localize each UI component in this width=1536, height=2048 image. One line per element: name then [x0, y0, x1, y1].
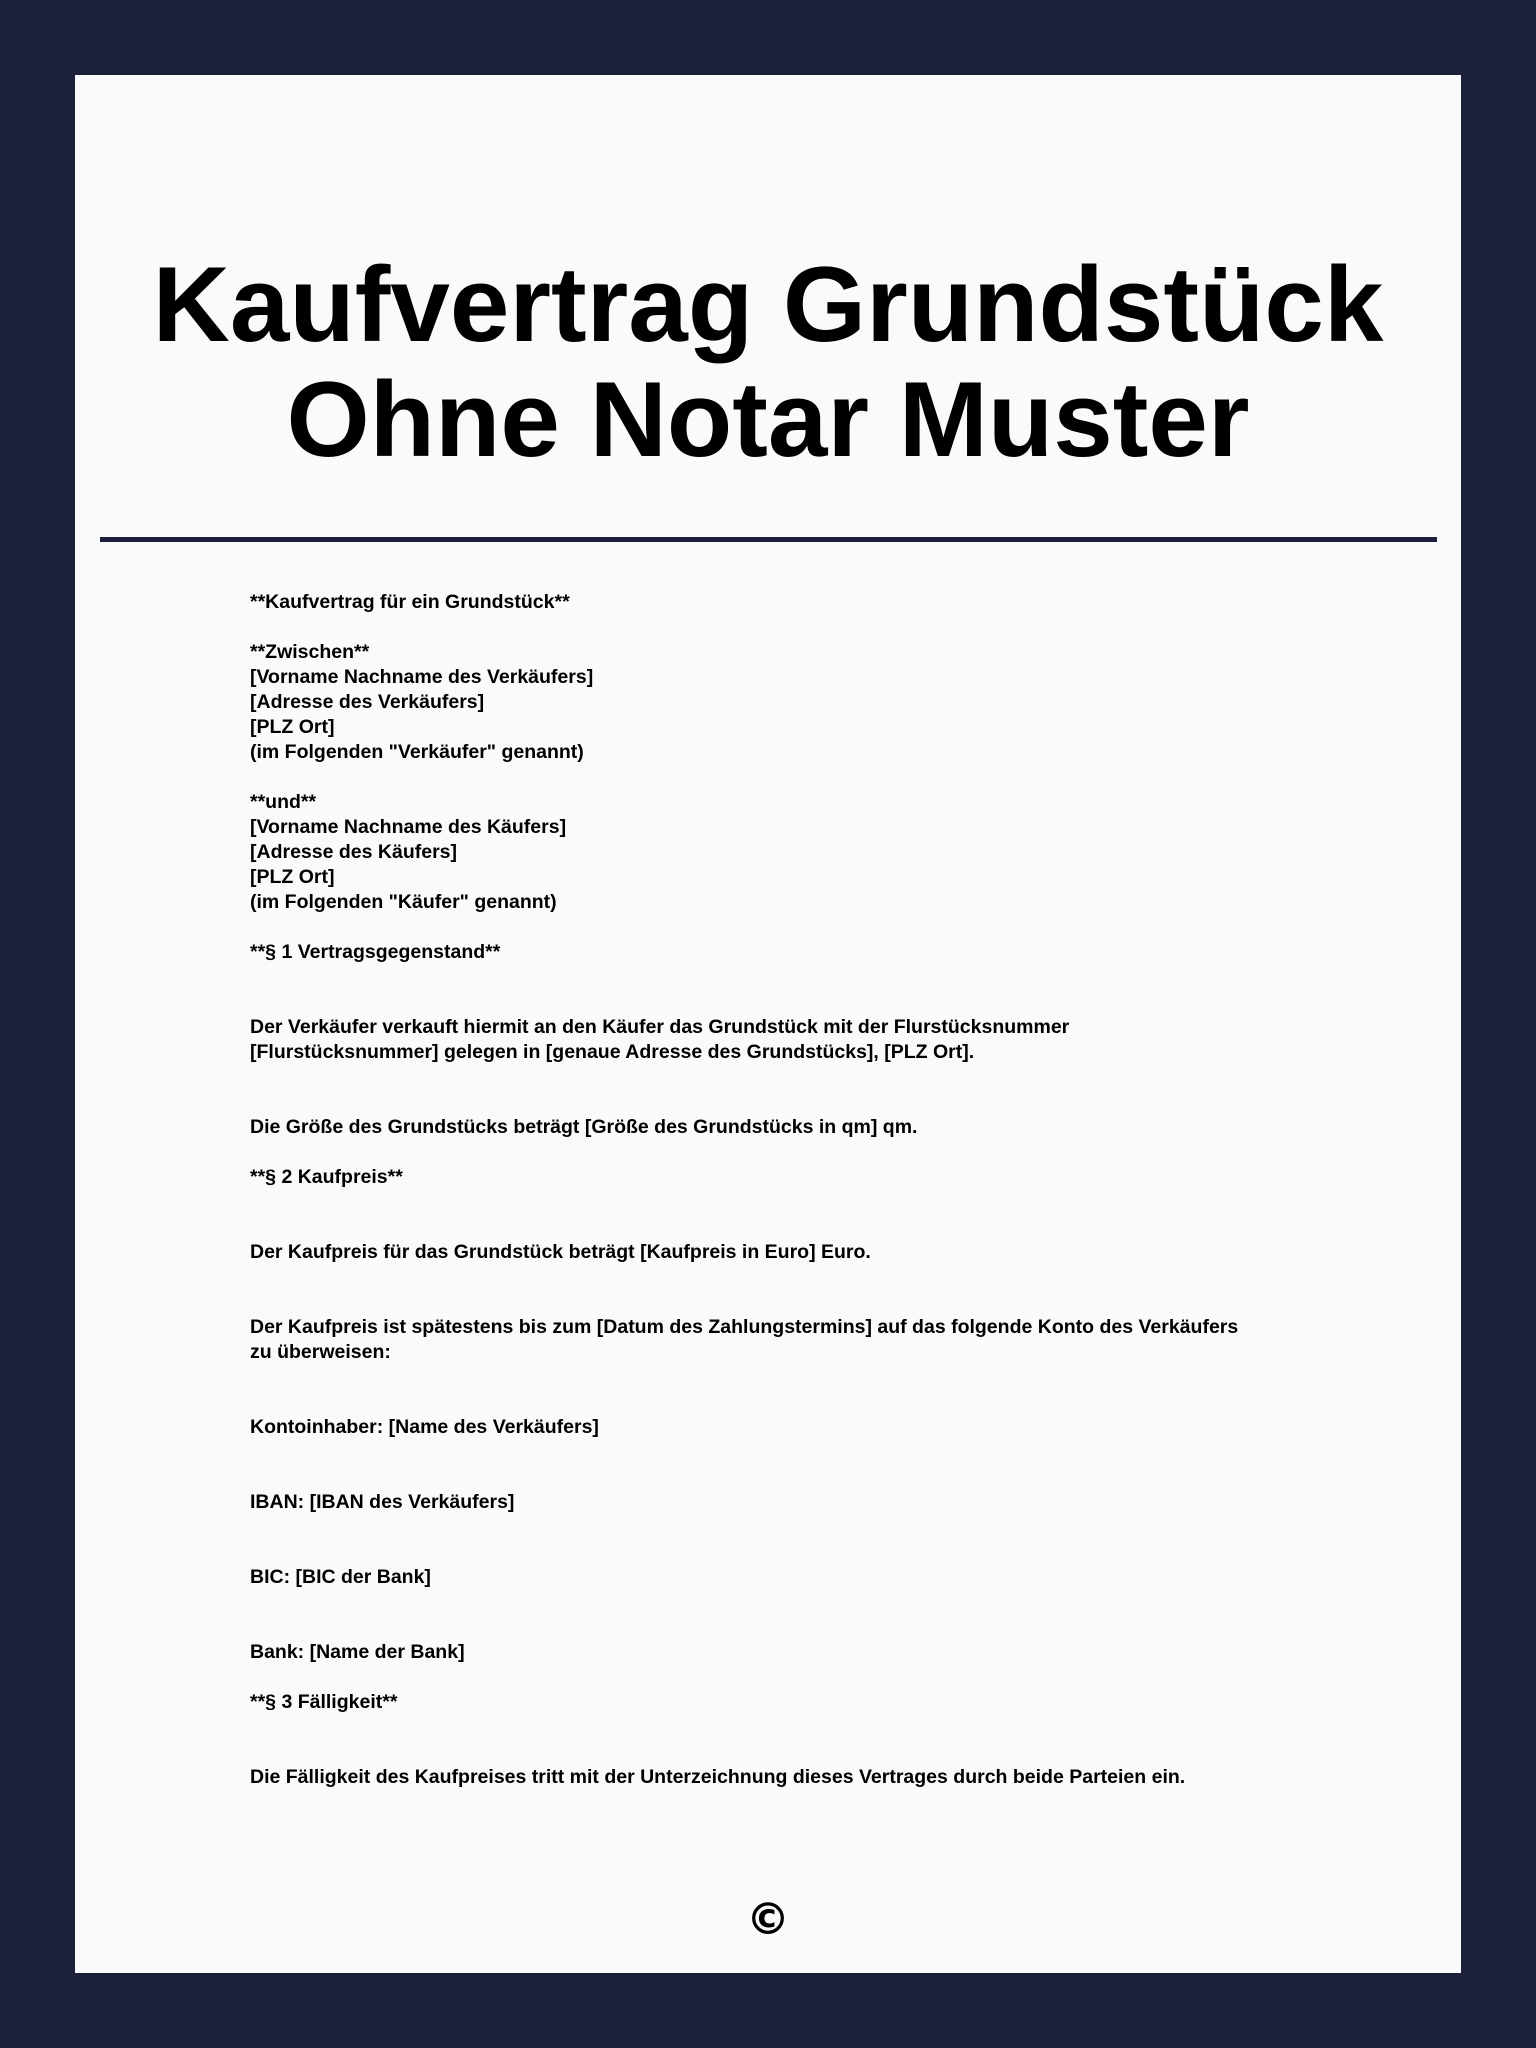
section-3-heading: **§ 3 Fälligkeit** [250, 1691, 398, 1713]
seller-name: [Vorname Nachname des Verkäufers] [250, 666, 594, 688]
account-holder: Kontoinhaber: [Name des Verkäufers] [250, 1416, 599, 1438]
title-line-2: Ohne Notar Muster [286, 359, 1250, 479]
contract-body [250, 590, 1350, 1790]
document-page [75, 75, 1461, 1973]
seller-address: [Adresse des Verkäufers] [250, 691, 485, 713]
contract-heading: **Kaufvertrag für ein Grundstück** [250, 591, 570, 613]
section-1-heading: **§ 1 Vertragsgegenstand** [250, 941, 501, 963]
seller-designation: (im Folgenden "Verkäufer" genannt) [250, 741, 584, 763]
document-title [75, 244, 1461, 479]
section-3-paragraph-1: Die Fälligkeit des Kaufpreises tritt mit der Unterzeichnung dieses Vertrages durch beide Parteien ein. [250, 1766, 1186, 1788]
bic: BIC: [BIC der Bank] [250, 1566, 431, 1588]
bank-name: Bank: [Name der Bank] [250, 1641, 465, 1663]
title-line-1: Kaufvertrag Grundstück [152, 244, 1384, 364]
buyer-address: [Adresse des Käufers] [250, 841, 457, 863]
section-1-paragraph-2: Die Größe des Grundstücks beträgt [Größe des Grundstücks in qm] qm. [250, 1116, 918, 1138]
and-label: **und** [250, 791, 317, 813]
section-2-paragraph-1: Der Kaufpreis für das Grundstück beträgt [Kaufpreis in Euro] Euro. [250, 1241, 871, 1263]
section-1-paragraph-1-line-1: Der Verkäufer verkauft hiermit an den Käufer das Grundstück mit der Flurstücksnummer [250, 1016, 1070, 1038]
buyer-designation: (im Folgenden "Käufer" genannt) [250, 891, 557, 913]
section-2-paragraph-2-line-2: zu überweisen: [250, 1341, 391, 1363]
section-2-heading: **§ 2 Kaufpreis** [250, 1166, 403, 1188]
seller-city: [PLZ Ort] [250, 716, 335, 738]
between-label: **Zwischen** [250, 641, 370, 663]
buyer-name: [Vorname Nachname des Käufers] [250, 816, 567, 838]
buyer-city: [PLZ Ort] [250, 866, 335, 888]
iban: IBAN: [IBAN des Verkäufers] [250, 1491, 515, 1513]
copyright-symbol: © [746, 1894, 790, 1945]
title-divider [100, 537, 1437, 542]
section-2-paragraph-2-line-1: Der Kaufpreis ist spätestens bis zum [Datum des Zahlungstermins] auf das folgende Konto des Verkäufers [250, 1316, 1239, 1338]
section-1-paragraph-1-line-2: [Flurstücksnummer] gelegen in [genaue Adresse des Grundstücks], [PLZ Ort]. [250, 1041, 975, 1063]
